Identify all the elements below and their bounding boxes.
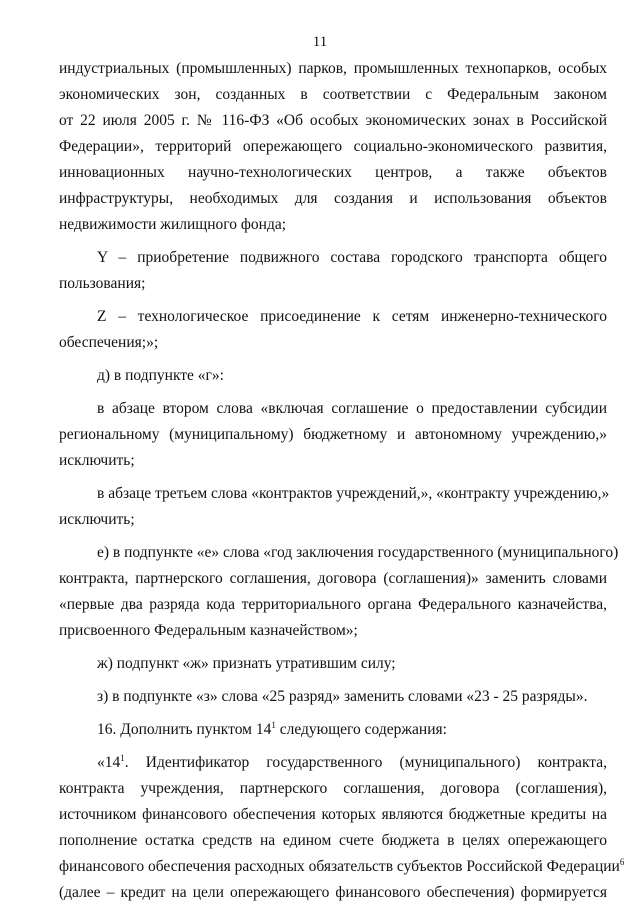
text-line-content: финансового обеспечения расходных обязательств субъектов Российской Федерации — [59, 858, 620, 875]
text-line-content: контракта, партнерского соглашения, договора (соглашения)» заменить словами — [59, 570, 607, 587]
text-line — [59, 592, 607, 618]
text-line — [59, 304, 607, 330]
paragraph-gap — [59, 533, 607, 540]
text-line — [59, 108, 607, 134]
text-line-content: региональному (муниципальному) бюджетному и автономному учреждению,» — [59, 426, 607, 443]
paragraph-gap — [59, 710, 607, 717]
text-line — [59, 880, 607, 906]
text-line — [59, 134, 607, 160]
text-line-content: от 22 июля 2005 г. № 116-ФЗ «Об особых экономических зонах в Российской — [59, 112, 607, 129]
text-line-content: контракта учреждения, партнерского соглашения, договора (соглашения), — [59, 780, 607, 797]
text-line — [59, 750, 607, 776]
text-line — [59, 507, 607, 533]
text-line-content: е) в подпункте «е» слова «год заключения государственного (муниципального) — [97, 544, 619, 561]
text-line — [59, 684, 607, 710]
paragraph-gap — [59, 743, 607, 750]
text-line — [59, 802, 607, 828]
text-line-content: ж) подпункт «ж» признать утратившим силу; — [97, 655, 396, 672]
text-line — [59, 363, 607, 389]
paragraph-gap — [59, 644, 607, 651]
superscript-marker: 1 — [271, 720, 276, 730]
text-line — [59, 540, 619, 566]
paragraph-gap — [59, 677, 607, 684]
text-line-content: з) в подпункте «з» слова «25 разряд» заменить словами «23 - 25 разряды». — [97, 688, 588, 705]
superscript-marker: 1 — [120, 753, 125, 763]
text-line — [59, 330, 607, 356]
paragraph-gap — [59, 356, 607, 363]
paragraph-gap — [59, 389, 607, 396]
text-line-content: пользования; — [59, 275, 146, 292]
text-line-content: Y – приобретение подвижного состава городского транспорта общего — [97, 249, 607, 266]
text-line — [59, 396, 607, 422]
text-line — [59, 618, 607, 644]
paragraph-gap — [59, 297, 607, 304]
text-line — [59, 422, 607, 448]
text-line — [59, 271, 607, 297]
text-line-content: присвоенного Федеральным казначейством»; — [59, 622, 358, 639]
text-line-content: недвижимости жилищного фонда; — [59, 216, 287, 233]
text-line — [59, 186, 607, 212]
text-line-content: (далее – кредит на цели опережающего финансового обеспечения) формируется — [59, 884, 607, 901]
text-line — [59, 828, 607, 854]
text-line-continuation: . Идентификатор государственного (муниципального) контракта, — [124, 754, 607, 771]
text-line-content: экономических зон, созданных в соответствии с Федеральным законом — [59, 86, 607, 103]
text-line — [59, 566, 607, 592]
text-line-content: инфраструктуры, необходимых для создания и использования объектов — [59, 190, 607, 207]
text-line-content: Z – технологическое присоединение к сетям инженерно-технического — [97, 308, 607, 325]
text-line — [59, 82, 607, 108]
text-line-content: источником финансового обеспечения которых являются бюджетные кредиты на — [59, 806, 607, 823]
text-line-content: «первые два разряда кода территориального органа Федерального казначейства, — [59, 596, 607, 613]
text-line — [59, 651, 607, 677]
text-line-content: д) в подпункте «г»: — [97, 367, 224, 384]
paragraph-gap — [59, 238, 607, 245]
text-line-content: в абзаце втором слова «включая соглашение о предоставлении субсидии — [97, 400, 607, 417]
text-line-content: «14 — [97, 754, 121, 771]
text-line-content: 16. Дополнить пунктом 14 — [97, 721, 272, 738]
text-line — [59, 212, 607, 238]
text-line-content: в абзаце третьем слова «контрактов учреждений,», «контракту учреждению,» — [97, 485, 610, 502]
text-line-content: инновационных научно-технологических центров, а также объектов — [59, 164, 607, 181]
text-line — [59, 776, 607, 802]
text-line — [59, 854, 625, 880]
text-line-content: Федерации», территорий опережающего социально-экономического развития, — [59, 138, 607, 155]
text-line — [59, 56, 607, 82]
document-body — [59, 56, 625, 906]
text-line-content: индустриальных (промышленных) парков, промышленных технопарков, особых — [59, 60, 607, 77]
text-line-content: исключить; — [59, 511, 135, 528]
page-number: 11 — [312, 34, 328, 50]
text-line-content: обеспечения;»; — [59, 334, 159, 351]
text-line-content: исключить; — [59, 452, 135, 469]
text-line-content: пополнение остатка средств на едином счете бюджета в целях опережающего — [59, 832, 607, 849]
paragraph-gap — [59, 474, 607, 481]
text-line — [59, 448, 607, 474]
text-line — [59, 160, 607, 186]
text-line-continuation: следующего содержания: — [275, 721, 447, 738]
text-line — [59, 481, 610, 507]
superscript-marker: 6 — [619, 857, 625, 867]
text-line — [59, 717, 607, 743]
text-line — [59, 245, 607, 271]
